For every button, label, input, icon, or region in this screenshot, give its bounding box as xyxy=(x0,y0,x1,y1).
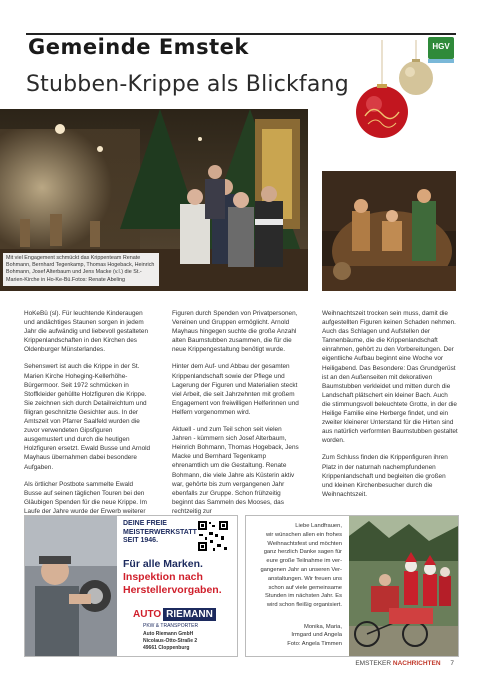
ad-line-1: Für alle Marken. xyxy=(123,558,203,570)
paragraph: Hinter dem Auf- und Abbau der gesamten Krippenlandschaft sowie der Pflege und Lagerung der Figuren und Materialien steckt viel Arbeit, die seit Jahrzehnten mit großem Engagement von freiwilligen Helferinnen und Helfern vorgenommen wird. xyxy=(172,363,299,416)
company-street: Nicolaus-Otto-Straße 2 xyxy=(143,638,198,644)
paragraph: HoKeBü (sl). Für leuchtende Kinderaugen und andächtiges Staunen sorgen in jedem Jahr die aufwändig und liebevoll gestalteten Krippenlandschaften in den Kirchen des Oldenburger Münsterlandes. xyxy=(24,310,148,354)
ad-line-2: Inspektion nach xyxy=(123,571,203,583)
thanks-line: ganz herzlich Danke sagen für xyxy=(263,549,342,556)
paragraph: Sehenswert ist auch die Krippe in der St. Marien Kirche Hoheging-Kellerhöhe-Bürgermoor. Seit 1972 schmücken in Stoffkleider gehüllte Holzfiguren die Krippe. Sie zeichnen sich durch Detailreichtum und filigran geschnitzte Gesichter aus. In der Amtszeit von Pfarrer Saalfeld wurden die zuvor verwendeten Gipsfiguren ausgemustert und durch die heutigen Holzfiguren ersetzt. Ewald Busse und Arnold Mayhaus übernahmen dabei besondere Aufgaben. xyxy=(24,363,151,471)
paragraph: Als örtlicher Postbote sammelte Ewald Busse auf seinen täglichen Touren bei den Gläubigen Spenden für die neue Krippe. Im Laufe der Jahre wurde der Erwerb weiterer xyxy=(24,480,147,515)
brand-name: RIEMANN xyxy=(163,608,216,621)
signature-line: Monika, Maria, xyxy=(303,624,342,630)
thanks-text xyxy=(246,522,342,610)
photo-caption: Mit viel Engagement schmückt das Krippenteam Renate Bohmann, Bernhard Tegenkamp, Thomas Hogeback, Heinrich Bohmann, Josef Alterbaum und Jens Macke (v.l.) die St.-Marien-Kirche in Ho-Ke-Bü.Fotos: Renate Abeling xyxy=(3,253,159,286)
ad-claim: DEINE FREIE MEISTERWERKSTATT SEIT 1946. xyxy=(123,520,197,544)
brand-prefix: AUTO xyxy=(133,608,162,620)
thanks-line: Weihnachtsfest und möchten xyxy=(267,540,342,547)
thanks-line: wir wünschen allen ein frohes xyxy=(265,531,342,538)
auto-riemann-ad[interactable] xyxy=(24,515,238,657)
thanks-line: schon auf viele gemeinsame xyxy=(268,584,342,591)
logo-text: HGV xyxy=(432,42,450,51)
footer-brand: NACHRICHTEN xyxy=(392,660,441,667)
thanks-line: gangenen Jahr an unseren Ver- xyxy=(260,566,342,573)
company-city: 49661 Cloppenburg xyxy=(143,645,190,651)
thanks-line: Stunden im nächsten Jahr. Es xyxy=(264,593,342,600)
landfrauen-thanks-box xyxy=(245,515,459,657)
mechanic-photo xyxy=(25,516,117,656)
brand-sub: PKW & TRANSPORTER xyxy=(143,623,199,629)
page-number: 7 xyxy=(450,660,454,667)
paragraph: Aktuell - und zum Teil schon seit vielen Jahren - kümmern sich Josef Alterbaum, Heinrich Bohmann, Thomas Hogeback, Jens Macke und Bernhard Tegenkamp ehrenamtlich um die Gestaltung. Renate Bohmann, die viele Jahre als Küsterin aktiv war, gehörte bis zum vergangenen Jahr ebenfalls zur Gruppe. Schon frühzeitig beginnt das Sammeln des Mooses, das rechtzeitig zur xyxy=(172,426,299,515)
thanks-line: anstaltungen. Wir freuen uns xyxy=(267,575,342,582)
santa-bike-photo xyxy=(349,516,458,656)
thanks-line: Liebe Landfrauen, xyxy=(295,523,342,529)
brand-logo xyxy=(133,606,216,622)
masthead: Gemeinde Emstek xyxy=(28,35,249,59)
signature-line: Foto: Angela Timmen xyxy=(287,640,342,647)
ornament-decoration xyxy=(350,40,440,146)
article-column-3 xyxy=(322,309,458,507)
ad-line-3: Herstellervorgaben. xyxy=(123,584,222,596)
paragraph: Weihnachtszeit trocken sein muss, damit die aufgestellten Figuren keinen Schaden nehmen. Auch das Schlagen und Aufstellen der Tannenbäume, die die Krippenlandschaft einrahmen, gehört zu den Vorbereitungen. Der eigentliche Aufbau beginnt eine Woche vor Heiligabend. Das Besondere: Das Grundgerüst ist an den Außenseiten mit dekorativen Baumstubben verkleidet und mitten durch die Landschaft plätschert ein kleiner Bach. Auch die stimmungsvoll beleuchtete Grotte, in der die Heilige Familie eine Herberge findet, und ein zweiter kleinerer Unterstand für die Hirten sind aus natürlich verformten Baumstubben gestaltet worden. xyxy=(322,310,458,445)
page-footer xyxy=(355,660,454,667)
company-name: Auto Riemann GmbH xyxy=(143,631,194,637)
thanks-signature xyxy=(246,623,342,648)
article-column-1 xyxy=(24,309,151,524)
article-column-2 xyxy=(172,309,299,524)
thanks-line: wird schon fleißig organisiert. xyxy=(266,602,342,609)
qr-code-icon[interactable] xyxy=(197,520,229,552)
side-photo-krippe xyxy=(322,171,456,291)
paragraph: Figuren durch Spenden von Privatpersonen, Vereinen und Gruppen ermöglicht. Arnold Mayhaus hingegen suchte die große Anzahl alten Baumstubben zusammen, die für die neue Krippengestaltung benötigt wurde. xyxy=(172,310,298,354)
article-headline: Stubben-Krippe als Blickfang xyxy=(26,72,349,97)
signature-line: Irmgard und Angela xyxy=(291,632,342,639)
paragraph: Zum Schluss finden die Krippenfiguren ihren Platz in der naturnah nachempfundenen Krippenlandschaft und begleiten die großen und kleinen Kirchenbesucher durch die Weihnachtszeit. xyxy=(322,454,448,498)
thanks-line: eure große Teilnahme im ver- xyxy=(266,558,342,565)
footer-prefix: EMSTEKER xyxy=(355,660,392,667)
